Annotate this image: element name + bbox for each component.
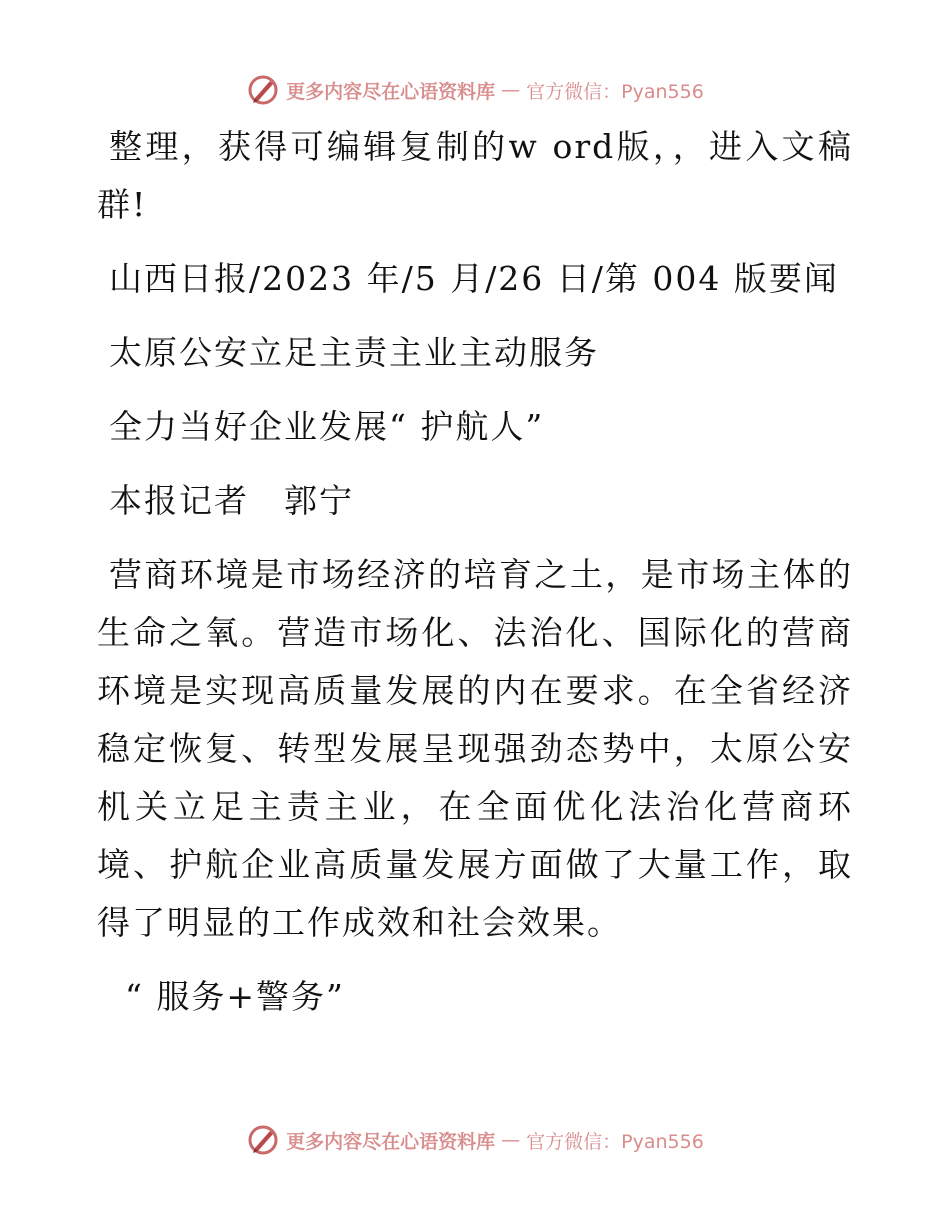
banner-separator: — [501,79,521,101]
brand-text: 更多内容尽在心语资料库 [286,80,496,103]
intro-paragraph: 整理，获得可编辑复制的w ord版，，进入文稿群! [97,127,853,224]
pen-circle-logo-icon [246,1123,280,1157]
wechat-contact: 官方微信：Pyan556 [526,80,704,103]
headline-sub: 全力当好企业发展“ 护航人” [109,407,545,446]
pen-circle-logo-icon [246,73,280,107]
wechat-contact: 官方微信：Pyan556 [526,1130,704,1153]
footer-watermark-banner [0,1120,950,1160]
body-paragraph: 营商环境是市场经济的培育之土，是市场主体的生命之氧。营造市场化、法治化、国际化的营商环境是实现高质量发展的内在要求。在全省经济稳定恢复、转型发展呈现强劲态势中，太原公安机关立足主责主业，在全面优化法治化营商环境、护航企业高质量发展方面做了大量工作，取得了明显的工作成效和社会效果。 [97,555,853,942]
banner-separator: — [501,1129,521,1151]
brand-text: 更多内容尽在心语资料库 [286,1130,496,1153]
header-watermark-banner [0,70,950,110]
document-body [97,118,853,1042]
byline: 本报记者 郭宁 [109,481,354,520]
headline-main: 太原公安立足主责主业主动服务 [109,333,599,372]
section-heading: “ 服务+警务” [125,977,345,1016]
source-line: 山西日报/2023 年/5 月/26 日/第 004 版要闻 [109,259,839,298]
